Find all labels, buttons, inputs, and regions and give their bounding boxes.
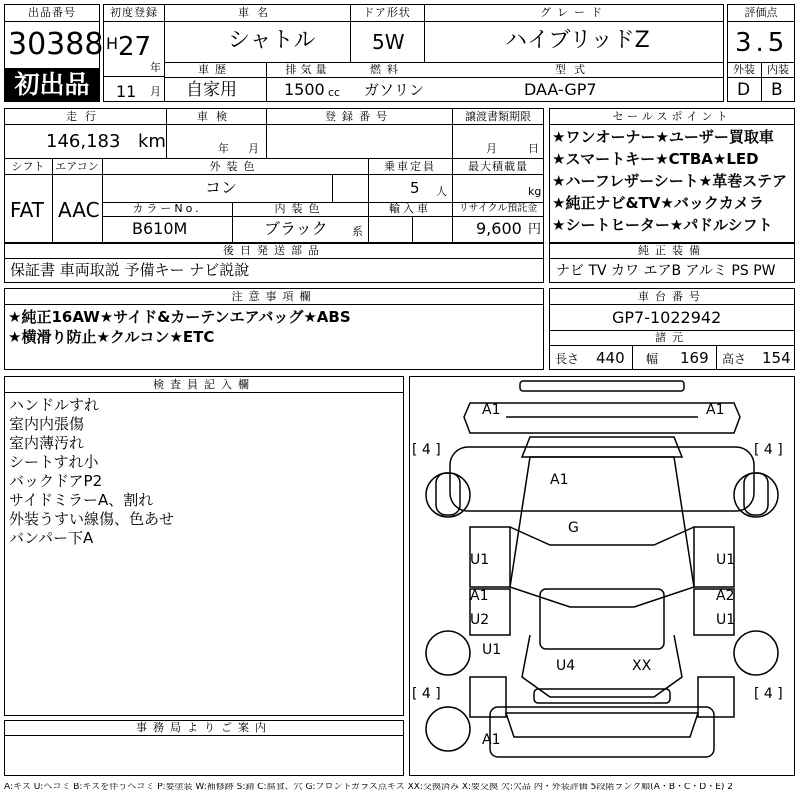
mileage-unit: km xyxy=(138,131,166,152)
mark-front-left: A1 xyxy=(482,402,501,418)
year-unit: 年 xyxy=(150,61,161,74)
mark-tire-rl: [ 4 ] xyxy=(412,686,441,702)
capacity-label: 乗車定員 xyxy=(384,160,436,173)
caution-title: 注意事項欄 xyxy=(231,290,317,303)
fuel: ガソリン xyxy=(364,81,425,99)
transfer-day: 日 xyxy=(528,142,539,155)
inspector-note: 室内薄汚れ xyxy=(9,434,85,452)
mark-tire-rr: [ 4 ] xyxy=(754,686,783,702)
door-type: 5W xyxy=(372,30,405,54)
height: 154 xyxy=(762,349,791,367)
mileage: 146,183 xyxy=(46,131,121,152)
inspector-note: サイドミラーA、割れ xyxy=(9,491,154,509)
inspector-note: 室内内張傷 xyxy=(9,415,85,433)
spec-title: 諸元 xyxy=(655,331,689,344)
first-reg-label: 初度登録 xyxy=(110,6,158,19)
height-label: 高さ xyxy=(722,352,747,366)
chassis-title: 車台番号 xyxy=(638,290,706,303)
shift: FAT xyxy=(10,198,45,222)
car-outline xyxy=(410,377,794,775)
lot-number: 30388 xyxy=(8,27,104,62)
equipment-list: ナビ TV カワ エアB アルミ PS PW xyxy=(556,263,776,279)
maxload-label: 最大積載量 xyxy=(468,160,528,173)
interior-grade: B xyxy=(771,80,783,100)
equipment-title: 純正装備 xyxy=(638,244,706,257)
recycle-unit: 円 xyxy=(528,222,542,237)
mark-rear: A1 xyxy=(482,732,501,748)
exterior-label: 外装 xyxy=(733,63,755,76)
inspector-title: 検査員記入欄 xyxy=(153,378,255,391)
inspector-note: シートすれ小 xyxy=(9,453,99,471)
ext-color-label: 外装色 xyxy=(209,160,261,173)
length: 440 xyxy=(596,349,625,367)
mark-hood: A1 xyxy=(550,472,569,488)
ext-color: コン xyxy=(205,178,238,197)
car-name-label: 車名 xyxy=(238,6,276,19)
mileage-label: 走行 xyxy=(66,110,104,123)
int-color: ブラック xyxy=(264,219,328,238)
car-diagram xyxy=(409,376,795,776)
car-history: 自家用 xyxy=(186,80,237,100)
displacement-label: 排気量 xyxy=(285,63,331,76)
width-label: 幅 xyxy=(646,352,659,366)
sales-point: ★スマートキー★CTBA★LED xyxy=(552,150,759,168)
inspector-note: ハンドルすれ xyxy=(9,396,100,414)
shipping-title: 後日発送部品 xyxy=(223,244,325,257)
sales-point: ★シートヒーター★パドルシフト xyxy=(552,216,773,234)
month-unit: 月 xyxy=(150,85,161,98)
capacity: 5 xyxy=(410,179,420,197)
reg-year: 27 xyxy=(118,32,152,62)
mark-rear-right: XX xyxy=(632,658,652,674)
inspector-note: バックドアP2 xyxy=(9,472,103,490)
mark-tire-fr: [ 4 ] xyxy=(754,442,783,458)
transfer-month: 月 xyxy=(486,142,497,155)
int-color-label: 内装色 xyxy=(274,202,326,215)
inspection-label: 車検 xyxy=(197,110,235,123)
mark-left-rear-quarter: U1 xyxy=(482,642,502,658)
inspector-notes xyxy=(9,396,174,548)
chassis-number: GP7-1022942 xyxy=(612,308,722,327)
displacement-unit: cc xyxy=(328,86,341,99)
ac-label: エアコン xyxy=(55,160,99,173)
inspection-month: 月 xyxy=(248,142,259,155)
sales-points-title: セールスポイント xyxy=(612,110,732,123)
history-label: 車歴 xyxy=(198,63,232,76)
shipping-parts: 保証書 車両取説 予備キー ナビ説說 xyxy=(10,261,250,279)
color-no-label: カラーNo. xyxy=(132,202,202,215)
inspector-note: 外装うすい線傷、色あせ xyxy=(9,510,175,528)
mark-front-right: A1 xyxy=(706,402,725,418)
car-name: シャトル xyxy=(228,28,316,53)
legend: A:キズ U:ヘコミ B:キズを伴うヘコミ P:要塗装 W:補修跡 S:錆 C:腐食、穴 G:フロントガラス点キズ XX:交換済み X:要交換 欠:欠品 内・外装評価 5段階ランク順(A・B・C・D・E) 2 xyxy=(4,783,734,792)
import-label: 輸入車 xyxy=(389,202,431,215)
fuel-label: 燃料 xyxy=(370,63,404,76)
caution-line: ★横滑り防止★クルコン★ETC xyxy=(8,328,215,346)
sales-point: ★ワンオーナー★ユーザー買取車 xyxy=(552,128,774,146)
caution-line: ★純正16AW★サイド&カーテンエアバッグ★ABS xyxy=(8,308,351,326)
air-conditioner: AAC xyxy=(58,198,100,222)
office-title: 事務局よりご案内 xyxy=(136,721,272,734)
transfer-label: 譲渡書類期限 xyxy=(465,110,531,123)
interior-label: 内装 xyxy=(767,63,789,76)
mark-tire-fl: [ 4 ] xyxy=(412,442,441,458)
first-listing-badge: 初出品 xyxy=(5,68,99,101)
mark-right-front-door2: U1 xyxy=(716,612,736,628)
recycle-label: リサイクル預託金 xyxy=(458,203,538,214)
door-label: ドア形状 xyxy=(363,6,411,19)
maxload-unit: kg xyxy=(528,185,542,198)
mark-right-fender: U1 xyxy=(716,552,736,568)
mark-left-front-door: A1 xyxy=(470,588,489,604)
grade-label: グレード xyxy=(540,6,608,19)
score-label: 評価点 xyxy=(744,6,778,19)
shift-label: シフト xyxy=(11,160,45,173)
inspection-year: 年 xyxy=(218,142,229,155)
displacement: 1500 xyxy=(284,80,325,99)
sales-point: ★純正ナビ&TV★バックカメラ xyxy=(552,194,764,212)
reg-number-label: 登録番号 xyxy=(325,110,393,123)
color-number: B610M xyxy=(132,219,188,238)
score: 3.5 xyxy=(735,28,789,58)
caution-lines xyxy=(8,307,351,347)
model: DAA-GP7 xyxy=(524,80,597,99)
lot-label: 出品番号 xyxy=(28,6,76,19)
mark-windshield: G xyxy=(568,520,579,536)
era: H xyxy=(106,34,119,53)
mark-left-fender: U1 xyxy=(470,552,490,568)
reg-month: 11 xyxy=(116,82,137,101)
sales-points-list xyxy=(552,126,794,236)
capacity-unit: 人 xyxy=(436,185,447,198)
model-label: 型式 xyxy=(555,63,593,76)
recycle-fee: 9,600 xyxy=(476,219,522,238)
width: 169 xyxy=(680,349,709,367)
grade: ハイブリッドZ xyxy=(505,28,650,53)
inspector-note: バンパー下A xyxy=(9,529,94,547)
sales-point: ★ハーフレザーシート★革巻ステア xyxy=(552,172,787,190)
length-label: 長さ xyxy=(555,352,580,366)
int-color-unit: 系 xyxy=(352,225,363,238)
mark-rear-left: U4 xyxy=(556,658,576,674)
exterior-grade: D xyxy=(737,80,751,100)
mark-left-front-door2: U2 xyxy=(470,612,490,628)
mark-right-front-door: A2 xyxy=(716,588,735,604)
